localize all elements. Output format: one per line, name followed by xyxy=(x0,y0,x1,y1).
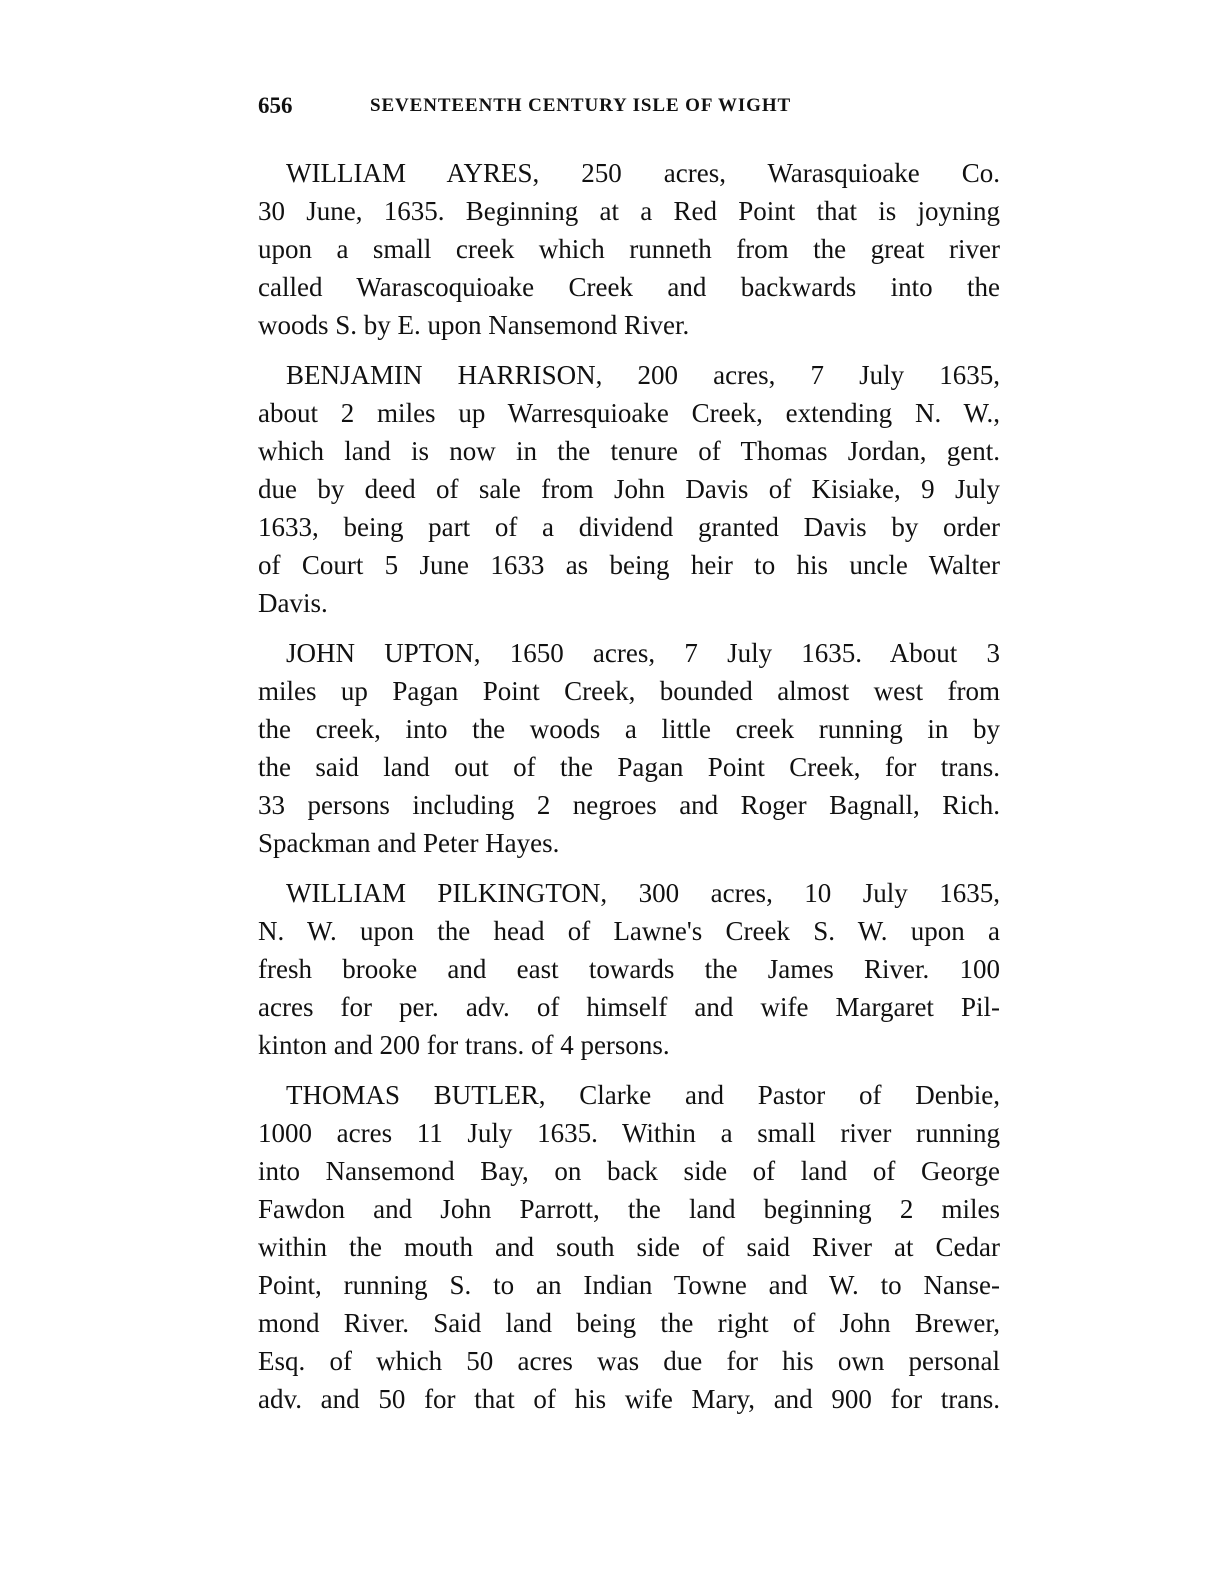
text-line: WILLIAM AYRES, 250 acres, Warasquioake Co. xyxy=(286,158,1000,188)
text-line: upon a small creek which runneth from the great river xyxy=(258,234,1000,264)
entry-john-upton xyxy=(258,634,1000,862)
text-line: BENJAMIN HARRISON, 200 acres, 7 July 1635, xyxy=(286,360,1000,390)
text-line: 1000 acres 11 July 1635. Within a small river running xyxy=(258,1118,1000,1148)
text-line: 1633, being part of a dividend granted Davis by order xyxy=(258,512,1000,542)
text-line: which land is now in the tenure of Thomas Jordan, gent. xyxy=(258,436,1000,466)
text-line: Davis. xyxy=(258,588,328,618)
entry-benjamin-harrison xyxy=(258,356,1000,622)
page-body xyxy=(258,154,1000,1430)
text-line: WILLIAM PILKINGTON, 300 acres, 10 July 1635, xyxy=(286,878,1000,908)
text-line: Esq. of which 50 acres was due for his own personal xyxy=(258,1346,1000,1376)
text-line: adv. and 50 for that of his wife Mary, and 900 for trans. xyxy=(258,1384,1000,1414)
text-line: Fawdon and John Parrott, the land beginning 2 miles xyxy=(258,1194,1000,1224)
text-line: acres for per. adv. of himself and wife Margaret Pil- xyxy=(258,992,1000,1022)
entry-thomas-butler xyxy=(258,1076,1000,1418)
text-line: fresh brooke and east towards the James River. 100 xyxy=(258,954,1000,984)
text-line: miles up Pagan Point Creek, bounded almost west from xyxy=(258,676,1000,706)
text-line: Spackman and Peter Hayes. xyxy=(258,828,560,858)
text-line: THOMAS BUTLER, Clarke and Pastor of Denbie, xyxy=(286,1080,1000,1110)
text-line: N. W. upon the head of Lawne's Creek S. W. upon a xyxy=(258,916,1000,946)
entry-william-ayres xyxy=(258,154,1000,344)
text-line: Point, running S. to an Indian Towne and W. to Nanse- xyxy=(258,1270,1000,1300)
text-line: due by deed of sale from John Davis of Kisiake, 9 July xyxy=(258,474,1000,504)
text-line: about 2 miles up Warresquioake Creek, extending N. W., xyxy=(258,398,1000,428)
text-line: of Court 5 June 1633 as being heir to his uncle Walter xyxy=(258,550,1000,580)
text-line: the said land out of the Pagan Point Creek, for trans. xyxy=(258,752,1000,782)
text-line: into Nansemond Bay, on back side of land of George xyxy=(258,1156,1000,1186)
text-line: the creek, into the woods a little creek running in by xyxy=(258,714,1000,744)
page-number: 656 xyxy=(258,93,293,118)
text-line: woods S. by E. upon Nansemond River. xyxy=(258,310,690,340)
text-line: mond River. Said land being the right of John Brewer, xyxy=(258,1308,1000,1338)
text-line: kinton and 200 for trans. of 4 persons. xyxy=(258,1030,670,1060)
text-line: 33 persons including 2 negroes and Roger Bagnall, Rich. xyxy=(258,790,1000,820)
text-line: JOHN UPTON, 1650 acres, 7 July 1635. About 3 xyxy=(286,638,1000,668)
entry-william-pilkington xyxy=(258,874,1000,1064)
text-line: 30 June, 1635. Beginning at a Red Point that is joyning xyxy=(258,196,1000,226)
page-header xyxy=(258,93,998,123)
text-line: within the mouth and south side of said River at Cedar xyxy=(258,1232,1000,1262)
running-title: SEVENTEENTH CENTURY ISLE OF WIGHT xyxy=(370,95,792,116)
text-line: called Warascoquioake Creek and backwards into the xyxy=(258,272,1000,302)
